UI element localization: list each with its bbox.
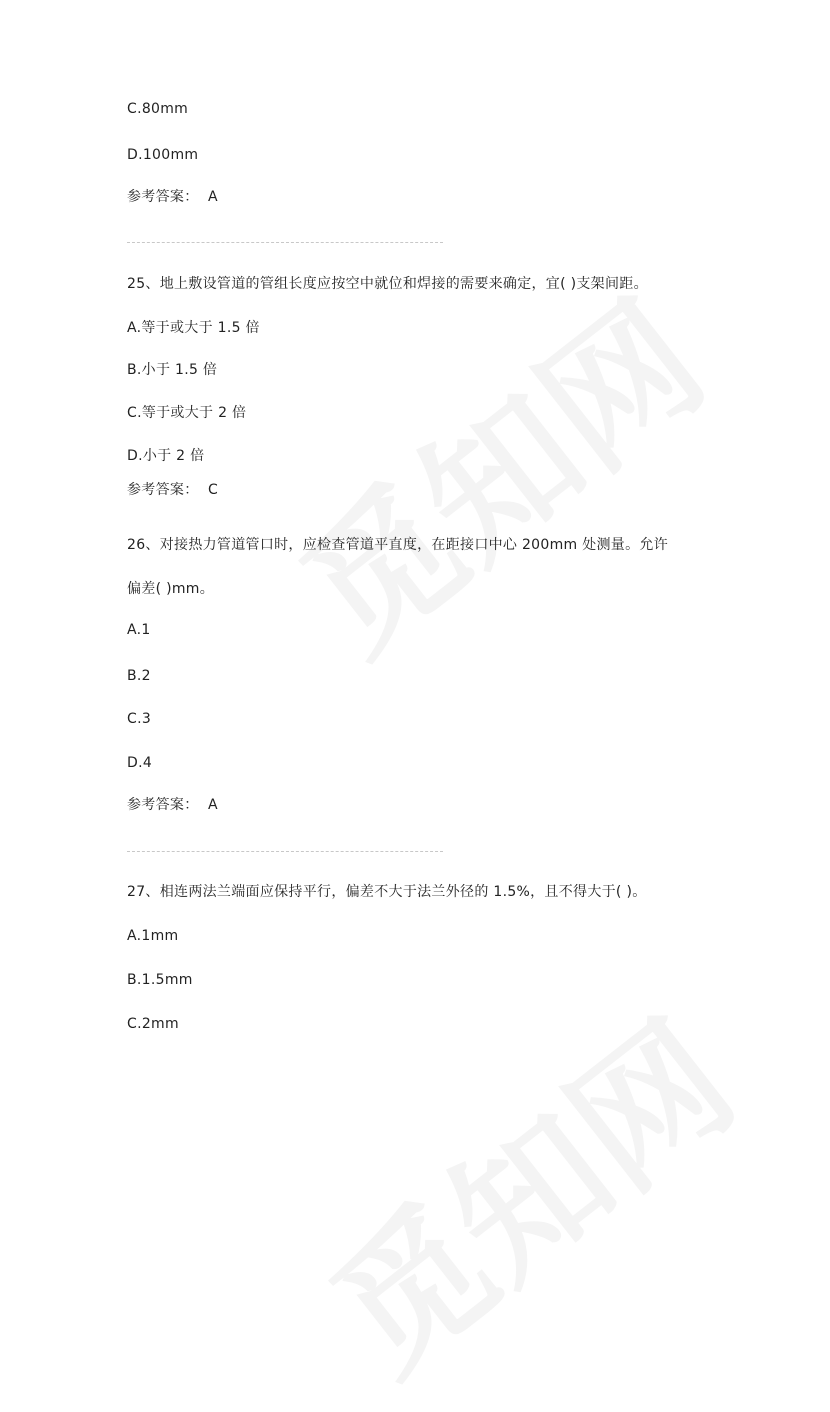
option-b-q26: B.2 <box>127 668 151 684</box>
option-c-q25: C.等于或大于 2 倍 <box>127 405 247 421</box>
separator <box>127 242 443 243</box>
answer-q24: 参考答案： A <box>127 189 218 205</box>
question-27: 27、相连两法兰端面应保持平行，偏差不大于法兰外径的 1.5%，且不得大于( )。 <box>127 884 647 900</box>
option-c-q24: C.80mm <box>127 101 189 117</box>
option-b-q25: B.小于 1.5 倍 <box>127 362 218 378</box>
question-25: 25、地上敷设管道的管组长度应按空中就位和焊接的需要来确定，宜( )支架间距。 <box>127 276 648 292</box>
watermark-bottom <box>281 964 769 1411</box>
answer-q25: 参考答案： C <box>127 482 219 498</box>
option-d-q26: D.4 <box>127 755 153 771</box>
option-c-q27: C.2mm <box>127 1016 179 1032</box>
option-d-q24: D.100mm <box>127 147 199 163</box>
question-26-line2: 偏差( )mm。 <box>127 581 215 597</box>
option-a-q25: A.等于或大于 1.5 倍 <box>127 320 260 336</box>
option-c-q26: C.3 <box>127 711 152 727</box>
answer-q26: 参考答案： A <box>127 797 218 813</box>
option-d-q25: D.小于 2 倍 <box>127 448 205 464</box>
option-a-q27: A.1mm <box>127 928 179 944</box>
option-b-q27: B.1.5mm <box>127 972 193 988</box>
question-26-line1: 26、对接热力管道管口时，应检查管道平直度，在距接口中心 200mm 处测量。允许 <box>127 537 669 553</box>
separator <box>127 851 443 852</box>
option-a-q26: A.1 <box>127 622 151 638</box>
watermark <box>251 244 739 691</box>
